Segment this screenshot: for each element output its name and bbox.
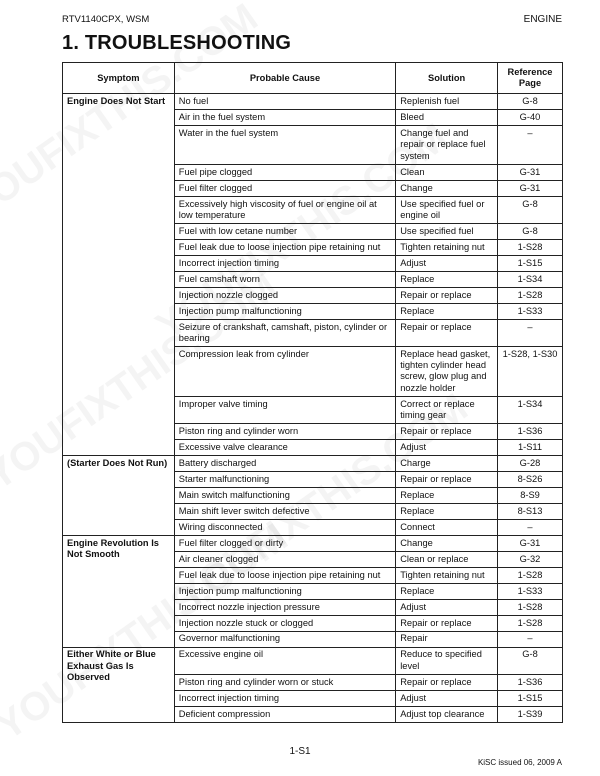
- solution-cell: Repair or replace: [396, 287, 498, 303]
- cause-cell: Wiring disconnected: [174, 519, 395, 535]
- solution-cell: Use specified fuel or engine oil: [396, 196, 498, 223]
- cause-cell: Injection pump malfunctioning: [174, 303, 395, 319]
- reference-cell: –: [498, 631, 563, 647]
- cause-cell: Air in the fuel system: [174, 110, 395, 126]
- cause-cell: Deficient compression: [174, 706, 395, 722]
- reference-cell: 1-S33: [498, 303, 563, 319]
- reference-cell: G-40: [498, 110, 563, 126]
- header-model: RTV1140CPX, WSM: [62, 14, 150, 25]
- solution-cell: Replace: [396, 303, 498, 319]
- solution-cell: Correct or replace timing gear: [396, 396, 498, 423]
- solution-cell: Repair: [396, 631, 498, 647]
- reference-cell: G-28: [498, 455, 563, 471]
- reference-cell: 1-S11: [498, 439, 563, 455]
- symptom-cell: Engine Revolution Is Not Smooth: [63, 535, 175, 647]
- cause-cell: Injection nozzle clogged: [174, 287, 395, 303]
- solution-cell: Replace: [396, 583, 498, 599]
- reference-cell: –: [498, 319, 563, 346]
- cause-cell: Improper valve timing: [174, 396, 395, 423]
- solution-cell: Change: [396, 535, 498, 551]
- solution-cell: Use specified fuel: [396, 223, 498, 239]
- cause-cell: Air cleaner clogged: [174, 551, 395, 567]
- troubleshooting-table: [62, 62, 563, 723]
- solution-cell: Reduce to specified level: [396, 647, 498, 674]
- solution-cell: Tighten retaining nut: [396, 239, 498, 255]
- solution-cell: Charge: [396, 455, 498, 471]
- reference-cell: G-32: [498, 551, 563, 567]
- cause-cell: Compression leak from cylinder: [174, 347, 395, 397]
- cause-cell: Fuel filter clogged or dirty: [174, 535, 395, 551]
- cause-cell: No fuel: [174, 94, 395, 110]
- cause-cell: Main switch malfunctioning: [174, 487, 395, 503]
- col-header-cause: Probable Cause: [174, 63, 395, 94]
- reference-cell: G-8: [498, 223, 563, 239]
- page-number: 1-S1: [289, 746, 311, 757]
- symptom-cell: (Starter Does Not Run): [63, 455, 175, 535]
- header-section: ENGINE: [523, 14, 562, 25]
- solution-cell: Clean: [396, 164, 498, 180]
- cause-cell: Injection pump malfunctioning: [174, 583, 395, 599]
- solution-cell: Adjust: [396, 599, 498, 615]
- reference-cell: 1-S28: [498, 239, 563, 255]
- reference-cell: 1-S28: [498, 287, 563, 303]
- reference-cell: 1-S28: [498, 599, 563, 615]
- symptom-cell: Engine Does Not Start: [63, 94, 175, 455]
- reference-cell: 1-S15: [498, 690, 563, 706]
- solution-cell: Replace: [396, 271, 498, 287]
- reference-cell: G-31: [498, 164, 563, 180]
- cause-cell: Incorrect injection timing: [174, 690, 395, 706]
- solution-cell: Change: [396, 180, 498, 196]
- solution-cell: Replace: [396, 487, 498, 503]
- table-row: [63, 94, 563, 110]
- solution-cell: Connect: [396, 519, 498, 535]
- cause-cell: Excessive engine oil: [174, 647, 395, 674]
- solution-cell: Repair or replace: [396, 674, 498, 690]
- reference-cell: G-31: [498, 180, 563, 196]
- cause-cell: Fuel filter clogged: [174, 180, 395, 196]
- solution-cell: Replenish fuel: [396, 94, 498, 110]
- reference-cell: G-31: [498, 535, 563, 551]
- solution-cell: Repair or replace: [396, 615, 498, 631]
- table-row: [63, 647, 563, 674]
- cause-cell: Piston ring and cylinder worn or stuck: [174, 674, 395, 690]
- cause-cell: Excessively high viscosity of fuel or engine oil at low temperature: [174, 196, 395, 223]
- reference-cell: 1-S15: [498, 255, 563, 271]
- cause-cell: Starter malfunctioning: [174, 471, 395, 487]
- reference-cell: 8-S26: [498, 471, 563, 487]
- reference-cell: 1-S36: [498, 423, 563, 439]
- reference-cell: –: [498, 519, 563, 535]
- cause-cell: Fuel camshaft worn: [174, 271, 395, 287]
- issue-note: KiSC issued 06, 2009 A: [477, 758, 562, 767]
- page-title: 1. TROUBLESHOOTING: [62, 32, 292, 54]
- reference-cell: 1-S39: [498, 706, 563, 722]
- solution-cell: Adjust: [396, 690, 498, 706]
- table-header-row: [63, 63, 563, 94]
- col-header-reference: Reference Page: [498, 63, 563, 94]
- solution-cell: Bleed: [396, 110, 498, 126]
- reference-cell: 1-S33: [498, 583, 563, 599]
- reference-cell: 8-S9: [498, 487, 563, 503]
- reference-cell: 1-S36: [498, 674, 563, 690]
- cause-cell: Incorrect injection timing: [174, 255, 395, 271]
- reference-cell: –: [498, 126, 563, 164]
- cause-cell: Fuel leak due to loose injection pipe retaining nut: [174, 567, 395, 583]
- reference-cell: 1-S28: [498, 615, 563, 631]
- cause-cell: Governor malfunctioning: [174, 631, 395, 647]
- table-row: [63, 535, 563, 551]
- solution-cell: Clean or replace: [396, 551, 498, 567]
- solution-cell: Tighten retaining nut: [396, 567, 498, 583]
- solution-cell: Adjust: [396, 255, 498, 271]
- cause-cell: Fuel with low cetane number: [174, 223, 395, 239]
- reference-cell: 1-S34: [498, 396, 563, 423]
- cause-cell: Injection nozzle stuck or clogged: [174, 615, 395, 631]
- reference-cell: 8-S13: [498, 503, 563, 519]
- reference-cell: G-8: [498, 647, 563, 674]
- cause-cell: Battery discharged: [174, 455, 395, 471]
- solution-cell: Repair or replace: [396, 423, 498, 439]
- solution-cell: Repair or replace: [396, 471, 498, 487]
- cause-cell: Main shift lever switch defective: [174, 503, 395, 519]
- col-header-solution: Solution: [396, 63, 498, 94]
- solution-cell: Adjust top clearance: [396, 706, 498, 722]
- cause-cell: Piston ring and cylinder worn: [174, 423, 395, 439]
- reference-cell: 1-S28: [498, 567, 563, 583]
- table-body: [63, 94, 563, 722]
- cause-cell: Incorrect nozzle injection pressure: [174, 599, 395, 615]
- symptom-cell: Either White or Blue Exhaust Gas Is Observed: [63, 647, 175, 722]
- col-header-symptom: Symptom: [63, 63, 175, 94]
- reference-cell: G-8: [498, 94, 563, 110]
- solution-cell: Replace head gasket, tighten cylinder head screw, glow plug and nozzle holder: [396, 347, 498, 397]
- cause-cell: Seizure of crankshaft, camshaft, piston, cylinder or bearing: [174, 319, 395, 346]
- solution-cell: Change fuel and repair or replace fuel system: [396, 126, 498, 164]
- reference-cell: 1-S34: [498, 271, 563, 287]
- reference-cell: G-8: [498, 196, 563, 223]
- cause-cell: Excessive valve clearance: [174, 439, 395, 455]
- solution-cell: Replace: [396, 503, 498, 519]
- solution-cell: Repair or replace: [396, 319, 498, 346]
- cause-cell: Water in the fuel system: [174, 126, 395, 164]
- solution-cell: Adjust: [396, 439, 498, 455]
- reference-cell: 1-S28, 1-S30: [498, 347, 563, 397]
- table-row: [63, 455, 563, 471]
- cause-cell: Fuel leak due to loose injection pipe retaining nut: [174, 239, 395, 255]
- cause-cell: Fuel pipe clogged: [174, 164, 395, 180]
